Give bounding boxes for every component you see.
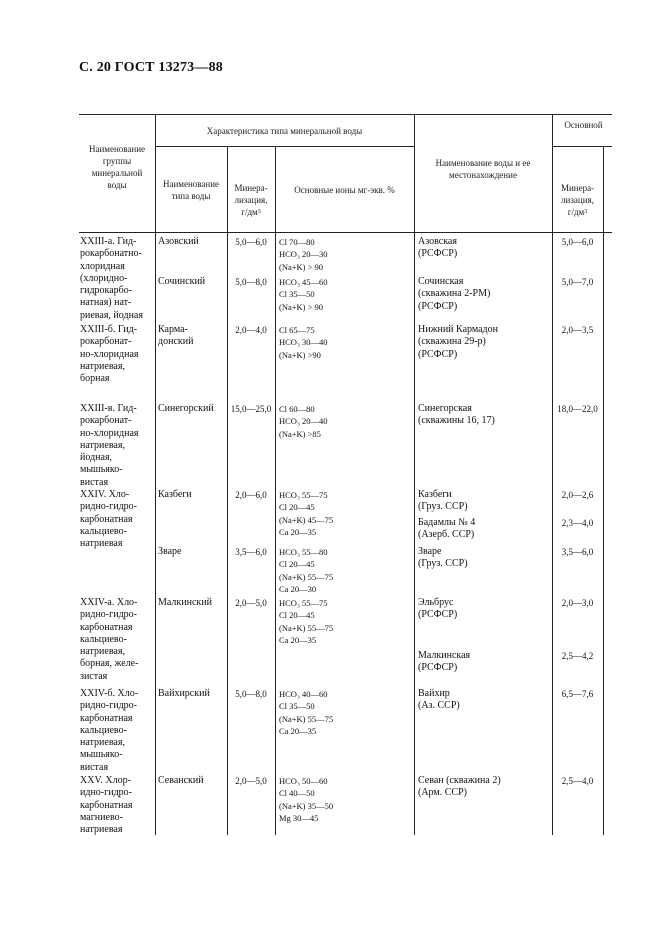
header-mineralization-2-text: Минера- лизация, г/дм [560, 183, 595, 217]
type-mineralization: 5,0—6,0 [235, 237, 267, 247]
type-ions: Cl 70—80 HCO₃ 20—30 (Na+K) > 90 [279, 237, 328, 272]
page-header: С. 20 ГОСТ 13273—88 [79, 60, 223, 75]
type-mineralization: 15,0—25,0 [230, 404, 272, 414]
water-mineralization: 2,0—2,6 [561, 490, 594, 500]
header-divider-upper [155, 146, 414, 147]
group-xxiv: XXIV. Хло- ридно-гидро- карбонатная кальциево- натриевая [80, 489, 137, 550]
water-mineralization: 3,5—6,0 [561, 547, 594, 557]
type-ions: HCO₃ 45—60 Cl 35—50 (Na+K) > 90 [279, 277, 328, 312]
col-divider-6 [603, 146, 604, 835]
header-mineralization-text: Минера- лизация, г/дм [234, 183, 268, 217]
water-mineralization: 2,5—4,0 [561, 776, 594, 786]
col-divider-5 [552, 114, 553, 835]
type-ions: Cl 65—75 HCO₃ 30—40 (Na+K) >90 [279, 325, 328, 360]
water-name: Севан (скважина 2) (Арм. ССР) [418, 775, 501, 799]
table-top-border [79, 114, 612, 115]
header-mineralization-2: Минера- лизация, $г/дм^3$ [560, 183, 595, 217]
water-name: Малкинская (РСФСР) [418, 650, 471, 674]
water-mineralization: 5,0—6,0 [561, 237, 594, 247]
col-divider-1 [155, 114, 156, 835]
type-ions: HCO₃ 55—80 Cl 20—45 (Na+K) 55—75 Ca 20—30 [279, 547, 334, 595]
group-xxiv-b: XXIV-б. Хло- ридно-гидро- карбонатная кальциево- натриевая, мышьяко- вистая [80, 688, 139, 773]
group-xxiii-b: XXIII-б. Гид- рокарбонат- но-хлоридная натриевая, борная [80, 324, 139, 385]
water-name: Казбеги (Груз. ССР) [418, 489, 468, 513]
header-type-name: Наименование типа воды [162, 179, 220, 201]
type-name: Синегорский [158, 403, 214, 414]
water-mineralization: 18,0—22,0 [557, 404, 598, 414]
header-bottom-border [79, 232, 612, 233]
group-xxv: XXV. Хлор- идно-гидро- карбонатная магниево- натриевая [80, 775, 133, 836]
type-name: Севанский [158, 775, 204, 786]
header-type-characteristic: Характеристика типа минеральной воды [206, 126, 363, 136]
type-name: Азовский [158, 236, 199, 247]
type-name: Малкинский [158, 597, 212, 608]
col-divider-4 [414, 114, 415, 835]
type-mineralization: 2,0—6,0 [235, 490, 267, 500]
water-mineralization: 2,3—4,0 [561, 518, 594, 528]
header-water-name: Наименование воды и ее местонахождение [435, 158, 531, 180]
type-name: Зваре [158, 546, 182, 557]
water-name: Сочинская (скважина 2-РМ) (РСФСР) [418, 276, 491, 312]
header-ions: Основные ионы мг-экв. % [294, 185, 395, 195]
water-mineralization: 5,0—7,0 [561, 277, 594, 287]
type-ions: HCO₃ 55—75 Cl 20—45 (Na+K) 45—75 Ca 20—35 [279, 490, 334, 538]
group-xxiv-a: XXIV-а. Хло- ридно-гидро- карбонатная кальциево- натриевая, борная, желе- зистая [80, 597, 139, 682]
type-mineralization: 2,0—5,0 [235, 776, 267, 786]
group-xxiii-v: XXIII-в. Гид- рокарбонат- но-хлоридная натриевая, йодная, мышьяко- вистая [80, 403, 139, 488]
group-xxiii-a: XXIII-а. Гид- рокарбонатно- хлоридная (хлоридно- гидрокарбо- натная) нат- риевая, йодная [80, 236, 143, 321]
type-mineralization: 2,0—5,0 [235, 598, 267, 608]
water-name: Азовская (РСФСР) [418, 236, 458, 260]
water-mineralization: 2,0—3,5 [561, 325, 594, 335]
water-name: Эльбрус (РСФСР) [418, 597, 458, 621]
type-name: Карма- донский [158, 324, 194, 348]
type-mineralization: 2,0—4,0 [235, 325, 267, 335]
water-name: Бадамлы № 4 (Азерб. ССР) [418, 517, 476, 541]
type-mineralization: 5,0—8,0 [235, 689, 267, 699]
water-mineralization: 2,0—3,0 [561, 598, 594, 608]
type-name: Вайхирский [158, 688, 210, 699]
type-name: Казбеги [158, 489, 192, 500]
water-mineralization: 6,5—7,6 [561, 689, 594, 699]
type-ions: HCO₃ 50—60 Cl 40—50 (Na+K) 35—50 Mg 30—45 [279, 776, 334, 824]
type-ions: HCO₃ 55—75 Cl 20—45 (Na+K) 55—75 Ca 20—35 [279, 598, 334, 646]
header-group-name: Наименование группы минеральной воды [88, 144, 146, 190]
type-mineralization: 5,0—8,0 [235, 277, 267, 287]
type-ions: HCO₃ 40—60 Cl 35—50 (Na+K) 55—75 Ca 20—35 [279, 689, 334, 737]
water-mineralization: 2,5—4,2 [561, 651, 594, 661]
water-name: Зваре (Груз. ССР) [418, 546, 468, 570]
water-name: Нижний Кармадон (скважина 29-р) (РСФСР) [418, 324, 498, 360]
col-divider-3 [275, 146, 276, 835]
type-ions: Cl 60—80 HCO₃ 20—40 (Na+K) >85 [279, 404, 328, 439]
header-main: Основной [564, 120, 603, 130]
water-name: Вайхир (Аз. ССР) [418, 688, 460, 712]
header-mineralization: Минера- лизация, $г/дм^3$ [234, 183, 268, 217]
water-name: Синегорская (скважины 16, 17) [418, 403, 495, 427]
type-name: Сочинский [158, 276, 206, 287]
type-mineralization: 3,5—6,0 [235, 547, 267, 557]
